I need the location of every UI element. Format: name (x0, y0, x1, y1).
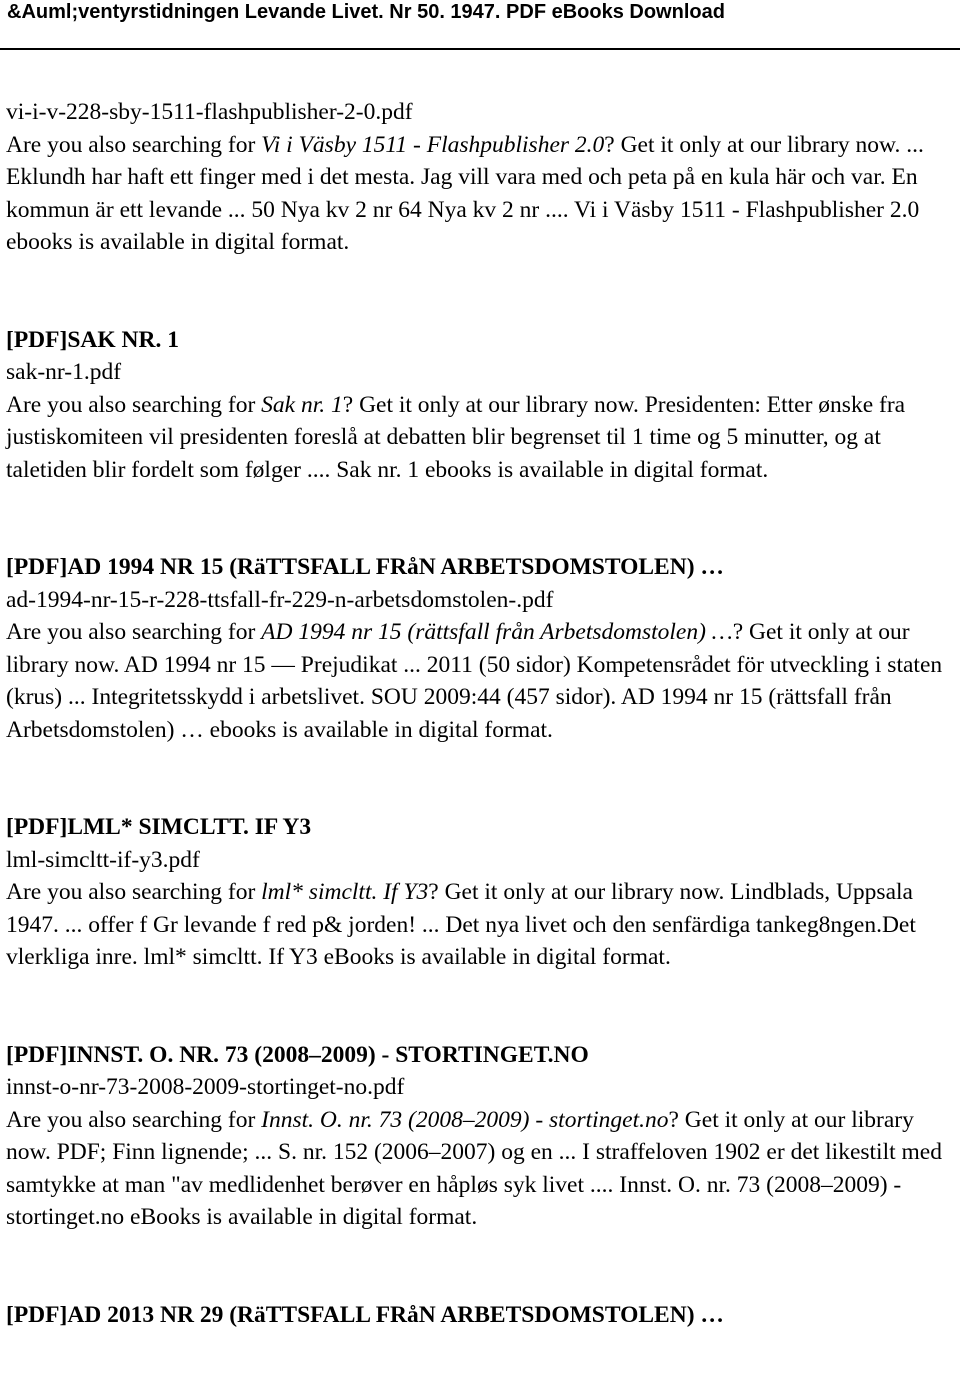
result-filename[interactable]: sak-nr-1.pdf (6, 359, 122, 385)
result-title[interactable]: [PDF]SAK NR. 1 (6, 326, 179, 353)
result-description (6, 1104, 950, 1234)
search-result (6, 96, 950, 259)
result-query: Sak nr. 1 (261, 391, 343, 418)
results-list (6, 96, 950, 1331)
result-suffix: ? Get it only at our library now. ... Eklundh har haft ett finger med i det mesta. Jag vill vara med och peta på en kula här och var. En kommun är ett levande ... 50 Nya kv 2 nr 64 Nya kv 2 nr .... Vi i Väsby 1511 - Flashpublisher 2.0 ebooks is available in digital format. (6, 131, 924, 255)
result-description (6, 129, 950, 259)
result-prefix: Are you also searching for (6, 131, 262, 158)
result-filename[interactable]: ad-1994-nr-15-r-228-ttsfall-fr-229-n-arbetsdomstolen-.pdf (6, 586, 554, 613)
result-suffix: ? Get it only at our library now. Presidenten: Etter ønske fra justiskomiteen vil presidenten foreslå at debatten blir begrenset til 1 time og 5 minutter, og at taletiden blir fordelt som følger .... Sak nr. 1 ebooks is available in digital format. (6, 391, 906, 483)
result-description (6, 876, 950, 974)
result-query: Innst. O. nr. 73 (2008–2009) - stortinget.no (261, 1106, 669, 1133)
header-divider (0, 48, 960, 50)
result-prefix: Are you also searching for (6, 391, 262, 418)
result-title[interactable]: [PDF]LML* SIMCLTT. IF Y3 (6, 814, 312, 840)
result-prefix: Are you also searching for (6, 1106, 262, 1133)
result-title[interactable]: [PDF]AD 1994 NR 15 (RäTTSFALL FRåN ARBETSDOMSTOLEN) … (6, 554, 724, 580)
result-query: AD 1994 nr 15 (rättsfall från Arbetsdomstolen) … (261, 619, 733, 645)
result-suffix: ? Get it only at our library now. AD 1994 nr 15 — Prejudikat ... 2011 (50 sidor) Kompetensrådet för utveckling i staten (krus) ... Integritetsskydd i arbetslivet. SOU 2009:44 (457 sidor). AD 1994 nr 15 (rättsfall från Arbetsdomstolen) … ebooks is available in digital format. (6, 619, 943, 743)
result-query: lml* simcltt. If Y3 (261, 879, 429, 905)
result-title[interactable]: [PDF]AD 2013 NR 29 (RäTTSFALL FRåN ARBETSDOMSTOLEN) … (6, 1301, 724, 1328)
result-prefix: Are you also searching for (6, 619, 262, 645)
search-result (6, 324, 950, 487)
result-filename[interactable]: vi-i-v-228-sby-1511-flashpublisher-2-0.pdf (6, 99, 413, 125)
result-filename[interactable]: lml-simcltt-if-y3.pdf (6, 846, 200, 873)
result-query: Vi i Väsby 1511 - Flashpublisher 2.0 (261, 131, 605, 158)
search-result (6, 1299, 950, 1332)
result-prefix: Are you also searching for (6, 879, 262, 905)
search-result (6, 811, 950, 974)
result-title[interactable]: [PDF]INNST. O. NR. 73 (2008–2009) - STORTINGET.NO (6, 1041, 589, 1068)
search-result (6, 1039, 950, 1234)
search-result (6, 551, 950, 746)
result-filename[interactable]: innst-o-nr-73-2008-2009-stortinget-no.pdf (6, 1074, 405, 1100)
result-description (6, 616, 950, 746)
result-suffix: ? Get it only at our library now. PDF; Finn lignende; ... S. nr. 152 (2006–2007) og en ... I straffeloven 1902 er det likestilt med samtykke at man "av medlidenhet berøver en håpløs syk livet .... Innst. O. nr. 73 (2008–2009) - stortinget.no eBooks is available in digital format. (6, 1106, 942, 1230)
result-suffix: ? Get it only at our library now. Lindblads, Uppsala 1947. ... offer f Gr levande f red p& jorden! ... Det nya livet och den senfärdiga tankeg8ngen.Det vlerkliga inre. lml* simcltt. If Y3 eBooks is available in digital format. (6, 879, 916, 970)
result-description (6, 389, 950, 487)
page-header-title: &Auml;ventyrstidningen Levande Livet. Nr 50. 1947. PDF eBooks Download (7, 1, 725, 23)
